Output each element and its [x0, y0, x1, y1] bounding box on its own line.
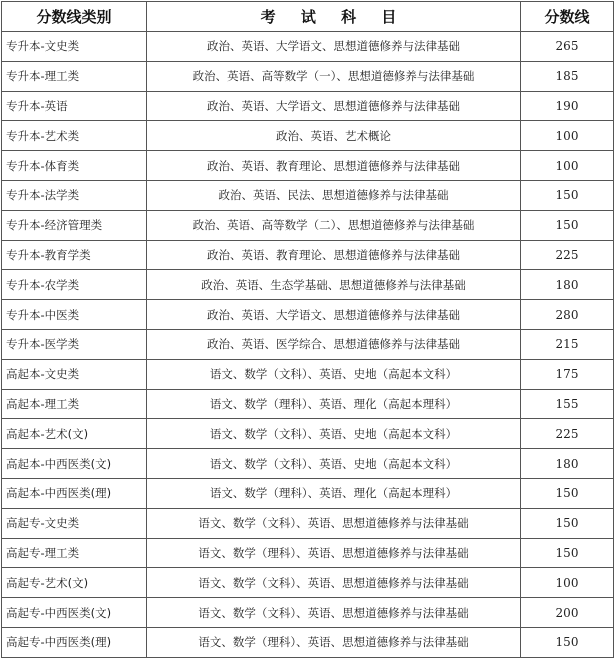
score-cell: 280 [521, 300, 614, 330]
subjects-cell: 政治、英语、大学语文、思想道德修养与法律基础 [147, 91, 521, 121]
subjects-cell: 政治、英语、大学语文、思想道德修养与法律基础 [147, 32, 521, 62]
table-row [2, 538, 614, 568]
table-row [2, 240, 614, 270]
subjects-cell: 语文、数学（文科）、英语、思想道德修养与法律基础 [147, 568, 521, 598]
subjects-cell: 政治、英语、艺术概论 [147, 121, 521, 151]
score-cell: 150 [521, 180, 614, 210]
score-cell: 100 [521, 568, 614, 598]
table-row [2, 180, 614, 210]
subjects-cell: 语文、数学（理科）、英语、思想道德修养与法律基础 [147, 627, 521, 657]
table-row [2, 32, 614, 62]
subjects-cell: 语文、数学（文科）、英语、思想道德修养与法律基础 [147, 508, 521, 538]
category-cell: 专升本-教育学类 [2, 240, 147, 270]
score-cell: 190 [521, 91, 614, 121]
category-cell: 高起专-艺术(文) [2, 568, 147, 598]
table-row [2, 270, 614, 300]
subjects-cell: 政治、英语、民法、思想道德修养与法律基础 [147, 180, 521, 210]
subjects-cell: 政治、英语、生态学基础、思想道德修养与法律基础 [147, 270, 521, 300]
score-cell: 200 [521, 598, 614, 628]
table-row [2, 329, 614, 359]
subjects-cell: 政治、英语、大学语文、思想道德修养与法律基础 [147, 300, 521, 330]
subjects-cell: 政治、英语、教育理论、思想道德修养与法律基础 [147, 151, 521, 181]
subjects-cell: 语文、数学（文科）、英语、思想道德修养与法律基础 [147, 598, 521, 628]
score-cell: 175 [521, 359, 614, 389]
category-cell: 高起专-中西医类(文) [2, 598, 147, 628]
subjects-cell: 政治、英语、高等数学（二）、思想道德修养与法律基础 [147, 210, 521, 240]
score-table [1, 1, 614, 658]
category-cell: 专升本-经济管理类 [2, 210, 147, 240]
category-cell: 高起本-理工类 [2, 389, 147, 419]
category-cell: 高起本-文史类 [2, 359, 147, 389]
score-cell: 150 [521, 627, 614, 657]
category-cell: 专升本-英语 [2, 91, 147, 121]
score-cell: 225 [521, 419, 614, 449]
table-header [2, 2, 614, 32]
subjects-cell: 政治、英语、医学综合、思想道德修养与法律基础 [147, 329, 521, 359]
table-row [2, 627, 614, 657]
category-cell: 专升本-文史类 [2, 32, 147, 62]
score-cell: 215 [521, 329, 614, 359]
header-score: 分数线 [521, 2, 614, 32]
table-row [2, 151, 614, 181]
category-cell: 专升本-医学类 [2, 329, 147, 359]
table-row [2, 419, 614, 449]
table-row [2, 508, 614, 538]
category-cell: 高起专-理工类 [2, 538, 147, 568]
header-category: 分数线类别 [2, 2, 147, 32]
score-cell: 180 [521, 449, 614, 479]
category-cell: 高起专-中西医类(理) [2, 627, 147, 657]
category-cell: 高起本-艺术(文) [2, 419, 147, 449]
score-cell: 180 [521, 270, 614, 300]
score-cell: 265 [521, 32, 614, 62]
subjects-cell: 语文、数学（文科）、英语、史地（高起本文科） [147, 449, 521, 479]
score-cell: 150 [521, 508, 614, 538]
table-row [2, 91, 614, 121]
table-row [2, 568, 614, 598]
header-subjects: 考 试 科 目 [147, 2, 521, 32]
score-cell: 150 [521, 210, 614, 240]
subjects-cell: 语文、数学（理科）、英语、思想道德修养与法律基础 [147, 538, 521, 568]
table-body [2, 32, 614, 658]
table-row [2, 449, 614, 479]
subjects-cell: 政治、英语、教育理论、思想道德修养与法律基础 [147, 240, 521, 270]
score-cell: 155 [521, 389, 614, 419]
score-cell: 100 [521, 151, 614, 181]
table-row [2, 598, 614, 628]
table-row [2, 210, 614, 240]
category-cell: 专升本-法学类 [2, 180, 147, 210]
subjects-cell: 语文、数学（文科）、英语、史地（高起本文科） [147, 419, 521, 449]
score-cell: 150 [521, 538, 614, 568]
subjects-cell: 政治、英语、高等数学（一）、思想道德修养与法律基础 [147, 61, 521, 91]
category-cell: 专升本-理工类 [2, 61, 147, 91]
category-cell: 专升本-农学类 [2, 270, 147, 300]
category-cell: 专升本-艺术类 [2, 121, 147, 151]
subjects-cell: 语文、数学（理科）、英语、理化（高起本理科） [147, 478, 521, 508]
header-row [2, 2, 614, 32]
category-cell: 高起专-文史类 [2, 508, 147, 538]
table-row [2, 121, 614, 151]
table-row [2, 359, 614, 389]
score-cell: 150 [521, 478, 614, 508]
table-row [2, 389, 614, 419]
category-cell: 专升本-体育类 [2, 151, 147, 181]
table-row [2, 300, 614, 330]
category-cell: 高起本-中西医类(理) [2, 478, 147, 508]
score-cell: 185 [521, 61, 614, 91]
subjects-cell: 语文、数学（理科）、英语、理化（高起本理科） [147, 389, 521, 419]
subjects-cell: 语文、数学（文科）、英语、史地（高起本文科） [147, 359, 521, 389]
table-row [2, 478, 614, 508]
category-cell: 高起本-中西医类(文) [2, 449, 147, 479]
category-cell: 专升本-中医类 [2, 300, 147, 330]
score-cell: 100 [521, 121, 614, 151]
table-row [2, 61, 614, 91]
score-cell: 225 [521, 240, 614, 270]
